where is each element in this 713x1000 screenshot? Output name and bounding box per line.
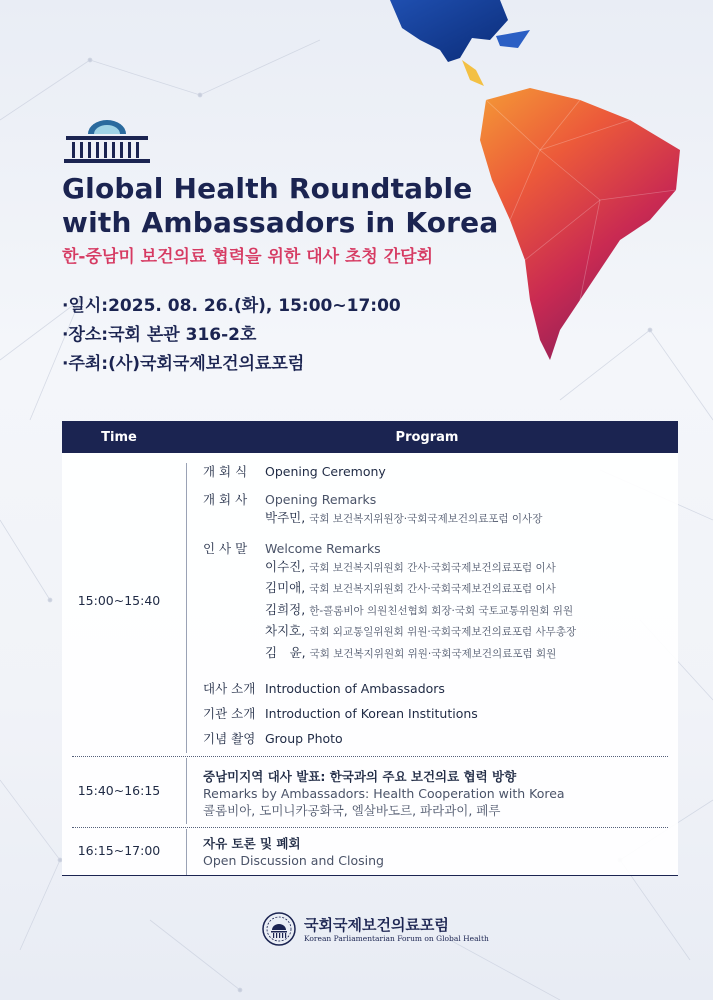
speaker-name: 이수진, [265,558,306,574]
session-subtitle: Remarks by Ambassadors: Health Cooperation with Korea [203,786,565,801]
speaker-title: 국회 보건복지위원회 간사·국회국제보건의료포럼 이사 [309,561,556,574]
opening-ceremony [203,463,673,480]
info-date: ·일시:2025. 08. 26.(화), 15:00~17:00 [62,296,401,316]
item-label: 대사 소개 [203,681,256,696]
organizer-footer [262,912,489,946]
table-row [62,829,678,875]
speaker [203,508,673,530]
title-line-1: Global Health Roundtable [62,172,473,205]
header-time: Time [101,429,137,445]
welcome-remarks [203,540,673,557]
speaker-title: 국회 보건복지위원회 위원·국회국제보건의료포럼 회원 [309,647,557,660]
row-time: 15:40~16:15 [77,783,161,798]
item-value: Opening Ceremony [265,464,386,479]
speaker-name: 박주민, [265,510,306,525]
info-host: ·주최:(사)국회국제보건의료포럼 [62,354,305,374]
item-label: 개 회 사 [203,492,248,507]
speaker-title: 국회 외교통일위원회 위원·국회국제보건의료포럼 사무총장 [309,626,577,638]
event-info [62,292,401,379]
opening-remarks [203,491,673,508]
row-time: 16:15~17:00 [77,843,161,858]
item-value: Introduction of Ambassadors [265,681,445,696]
event-title [62,172,582,240]
row-program [203,463,673,751]
group-photo [203,726,673,751]
speaker-name: 김희정, [265,601,306,617]
introduction-ambassadors [203,676,673,701]
speaker [203,578,673,600]
row-program [203,835,673,869]
introduction-institutions [203,701,673,726]
footer-name-korean: 국회국제보건의료포럼 [304,915,449,934]
item-value: Group Photo [265,731,343,746]
row-divider [72,756,668,757]
info-venue: ·장소:국회 본관 316-2호 [62,325,257,345]
speaker [203,600,673,622]
session-title: 자유 토론 및 폐회 [203,836,301,851]
session-countries: 콜롬비아, 도미니카공화국, 엘살바도르, 파라과이, 페루 [203,803,501,818]
speaker-title: 국회 보건복지위원회 간사·국회국제보건의료포럼 이사 [309,583,556,595]
speaker-name: 김미애, [265,580,306,595]
table-row [62,453,678,754]
header-program: Program [395,429,459,445]
item-value: Welcome Remarks [265,540,381,556]
forum-seal-logo [262,912,296,946]
speaker-name: 김 윤, [265,644,306,660]
table-row [62,758,678,826]
speaker [203,621,673,643]
speaker [203,557,673,579]
speaker [203,643,673,665]
item-label: 개 회 식 [203,464,248,479]
speaker-name: 차지호, [265,623,306,638]
speaker-title: 국회 보건복지위원장·국회국제보건의료포럼 이사장 [309,513,543,525]
item-label: 기관 소개 [203,706,256,721]
speaker-title: 한-콜롬비아 의원친선협회 회장·국회 국토교통위원회 위원 [309,604,574,617]
row-divider [72,827,668,828]
row-program [203,768,673,819]
item-label: 인 사 말 [203,540,248,556]
national-assembly-logo [62,112,152,166]
session-title: 중남미지역 대사 발표: 한국과의 주요 보건의료 협력 방향 [203,769,517,784]
table-header [62,421,678,453]
program-table [62,421,678,876]
item-label: 기념 촬영 [203,731,256,746]
row-time: 15:00~15:40 [77,593,161,608]
event-subtitle: 한-중남미 보건의료 협력을 위한 대사 초청 간담회 [62,247,434,267]
item-value: Introduction of Korean Institutions [265,706,478,721]
session-subtitle: Open Discussion and Closing [203,853,384,868]
footer-name-english: Korean Parliamentarian Forum on Global Health [304,933,489,943]
item-value: Opening Remarks [265,492,377,507]
title-line-2: with Ambassadors in Korea [62,206,499,239]
